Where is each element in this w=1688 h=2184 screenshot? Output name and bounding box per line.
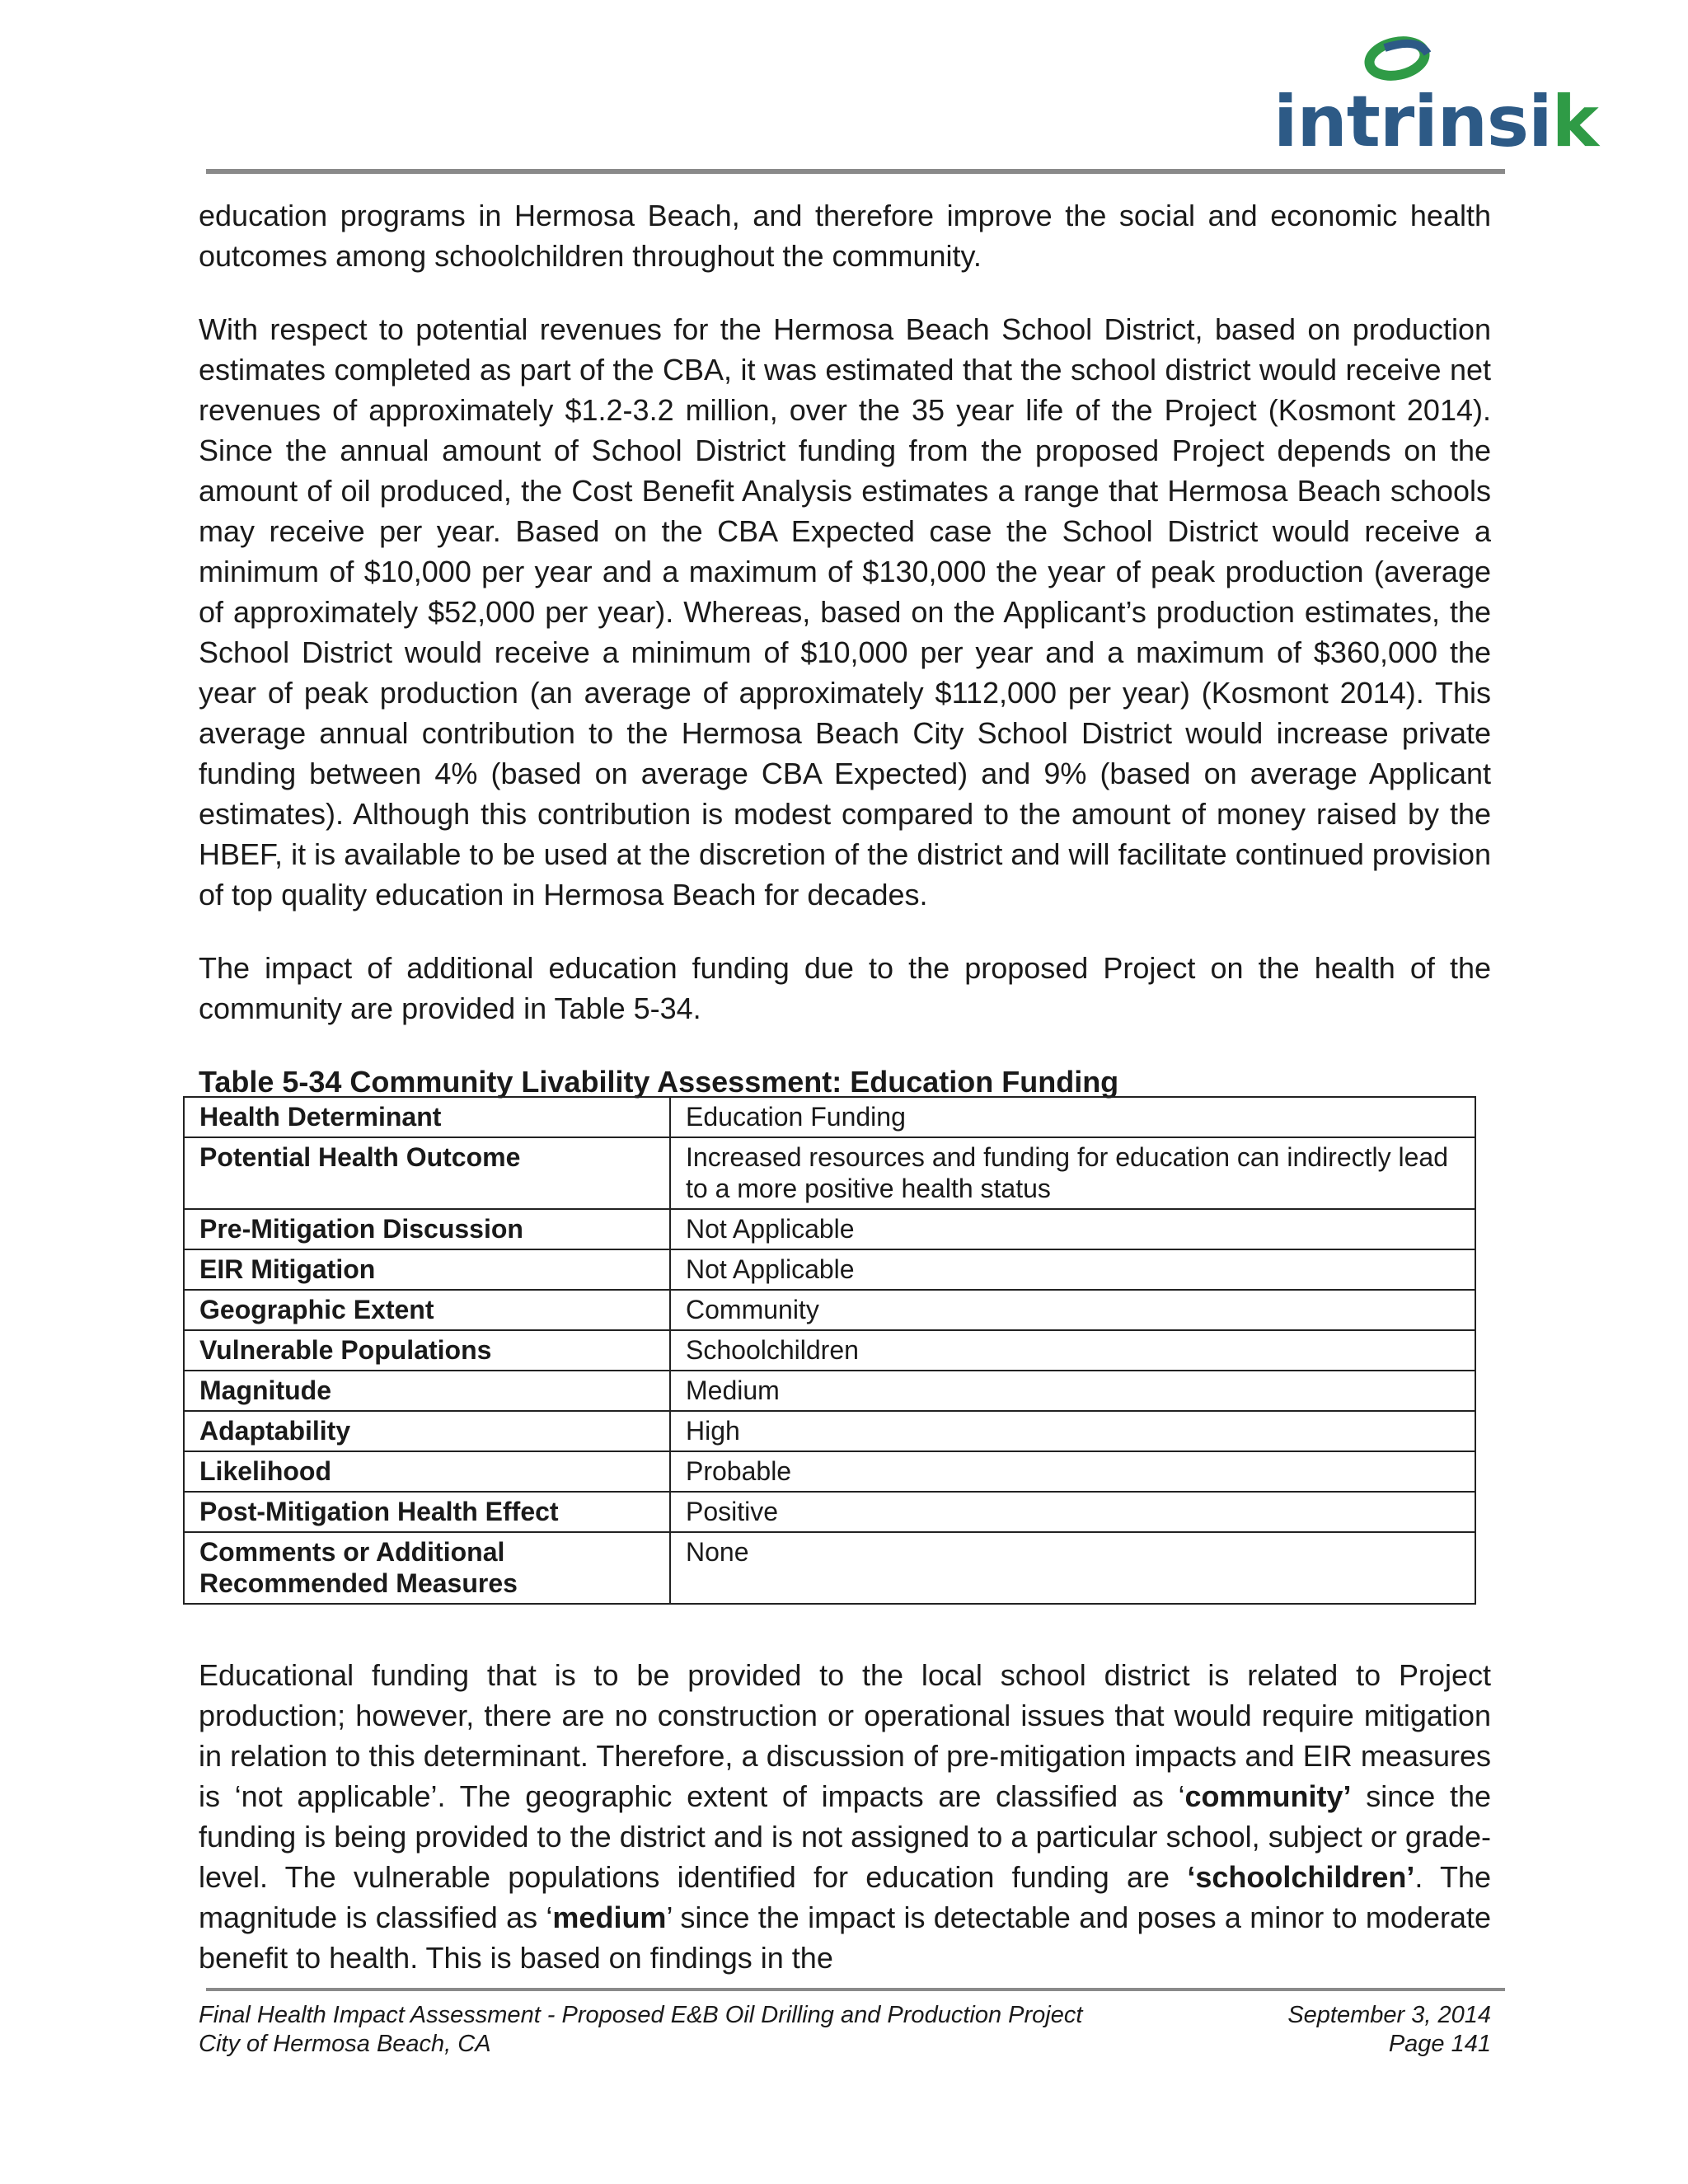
paragraph-4: Educational funding that is to be provided to the local school district is related to Project production; however, there are no construction or operational issues that would require mitigation in relation to this determinant. Therefore, a discussion of pre-mitigation impacts and EIR measures is ‘not applicable’. The geographic extent of impacts are classified as ‘community’ since the funding is being provided to the district and is not assigned to a particular school, subject or grade-level. The vulnerable populations identified for education funding are ‘schoolchildren’. The magnitude is classified as ‘medium’ since the impact is detectable and poses a minor to moderate benefit to health. This is based on findings in the bbox=[199, 1658, 1491, 1975]
row-value: None bbox=[670, 1532, 1475, 1604]
table-row bbox=[184, 1411, 1475, 1451]
row-label: Magnitude bbox=[184, 1371, 670, 1411]
row-label: Likelihood bbox=[184, 1451, 670, 1492]
row-label: Vulnerable Populations bbox=[184, 1330, 670, 1371]
paragraph-2: With respect to potential revenues for the Hermosa Beach School District, based on production estimates completed as part of the CBA, it was estimated that the school district would receive net revenues of approximately $1.2-3.2 million, over the 35 year life of the Project (Kosmont 2014). Since the annual amount of School District funding from the proposed Project depends on the amount of oil produced, the Cost Benefit Analysis estimates a range that Hermosa Beach schools may receive per year. Based on the CBA Expected case the School District would receive a minimum of $10,000 per year and a maximum of $130,000 the year of peak production (average of approximately $52,000 per year). Whereas, based on the Applicant’s production estimates, the School District would receive a minimum of $10,000 per year and a maximum of $360,000 the year of peak production (an average of approximately $112,000 per year) (Kosmont 2014). This average annual contribution to the Hermosa Beach City School District would increase private funding between 4% (based on average CBA Expected) and 9% (based on average Applicant estimates). Although this contribution is modest compared to the amount of money raised by the HBEF, it is available to be used at the discretion of the district and will facilitate continued provision of top quality education in Hermosa Beach for decades. bbox=[199, 312, 1491, 912]
table-row bbox=[184, 1330, 1475, 1371]
footer-date: September 3, 2014 bbox=[1287, 2002, 1491, 2028]
row-value: Education Funding bbox=[670, 1097, 1475, 1137]
footer-page-number: Page 141 bbox=[1388, 2031, 1491, 2057]
row-label: Pre-Mitigation Discussion bbox=[184, 1209, 670, 1249]
paragraph-3: The impact of additional education funding due to the proposed Project on the health of the community are provided in Table 5-34. bbox=[199, 951, 1491, 1025]
row-value: High bbox=[670, 1411, 1475, 1451]
row-label: EIR Mitigation bbox=[184, 1249, 670, 1290]
row-label: Health Determinant bbox=[184, 1097, 670, 1137]
livability-table bbox=[183, 1096, 1476, 1605]
row-value: Medium bbox=[670, 1371, 1475, 1411]
table-row bbox=[184, 1492, 1475, 1532]
row-value: Not Applicable bbox=[670, 1209, 1475, 1249]
table-row bbox=[184, 1371, 1475, 1411]
header-rule bbox=[206, 169, 1505, 174]
footer-rule bbox=[206, 1988, 1505, 1991]
row-label: Geographic Extent bbox=[184, 1290, 670, 1330]
row-value: Not Applicable bbox=[670, 1249, 1475, 1290]
table-row bbox=[184, 1249, 1475, 1290]
table-row bbox=[184, 1097, 1475, 1137]
table-row bbox=[184, 1290, 1475, 1330]
swirl-logo-icon bbox=[1360, 33, 1434, 84]
row-label: Potential Health Outcome bbox=[184, 1137, 670, 1209]
row-value: Positive bbox=[670, 1492, 1475, 1532]
row-value: Probable bbox=[670, 1451, 1475, 1492]
table-row bbox=[184, 1209, 1475, 1249]
logo-wordmark: intrinsik bbox=[1273, 81, 1598, 163]
footer-city: City of Hermosa Beach, CA bbox=[199, 2031, 491, 2057]
row-label: Adaptability bbox=[184, 1411, 670, 1451]
body-content bbox=[199, 195, 1491, 1099]
footer-title: Final Health Impact Assessment - Proposed E&B Oil Drilling and Production Project bbox=[199, 2002, 1083, 2028]
paragraph-1: education programs in Hermosa Beach, and therefore improve the social and economic health outcomes among schoolchildren throughout the community. bbox=[199, 199, 1491, 273]
row-value: Community bbox=[670, 1290, 1475, 1330]
row-value: Increased resources and funding for education can indirectly lead to a more positive health status bbox=[670, 1137, 1475, 1209]
table-row bbox=[184, 1137, 1475, 1209]
intrinsik-logo bbox=[1273, 33, 1598, 163]
page-footer bbox=[199, 2001, 1491, 2059]
table-caption: Table 5-34 Community Livability Assessment: Education Funding bbox=[199, 1065, 1119, 1099]
row-label: Post-Mitigation Health Effect bbox=[184, 1492, 670, 1532]
table-row bbox=[184, 1451, 1475, 1492]
row-label: Comments or Additional Recommended Measures bbox=[184, 1532, 670, 1604]
row-value: Schoolchildren bbox=[670, 1330, 1475, 1371]
table-row bbox=[184, 1532, 1475, 1604]
